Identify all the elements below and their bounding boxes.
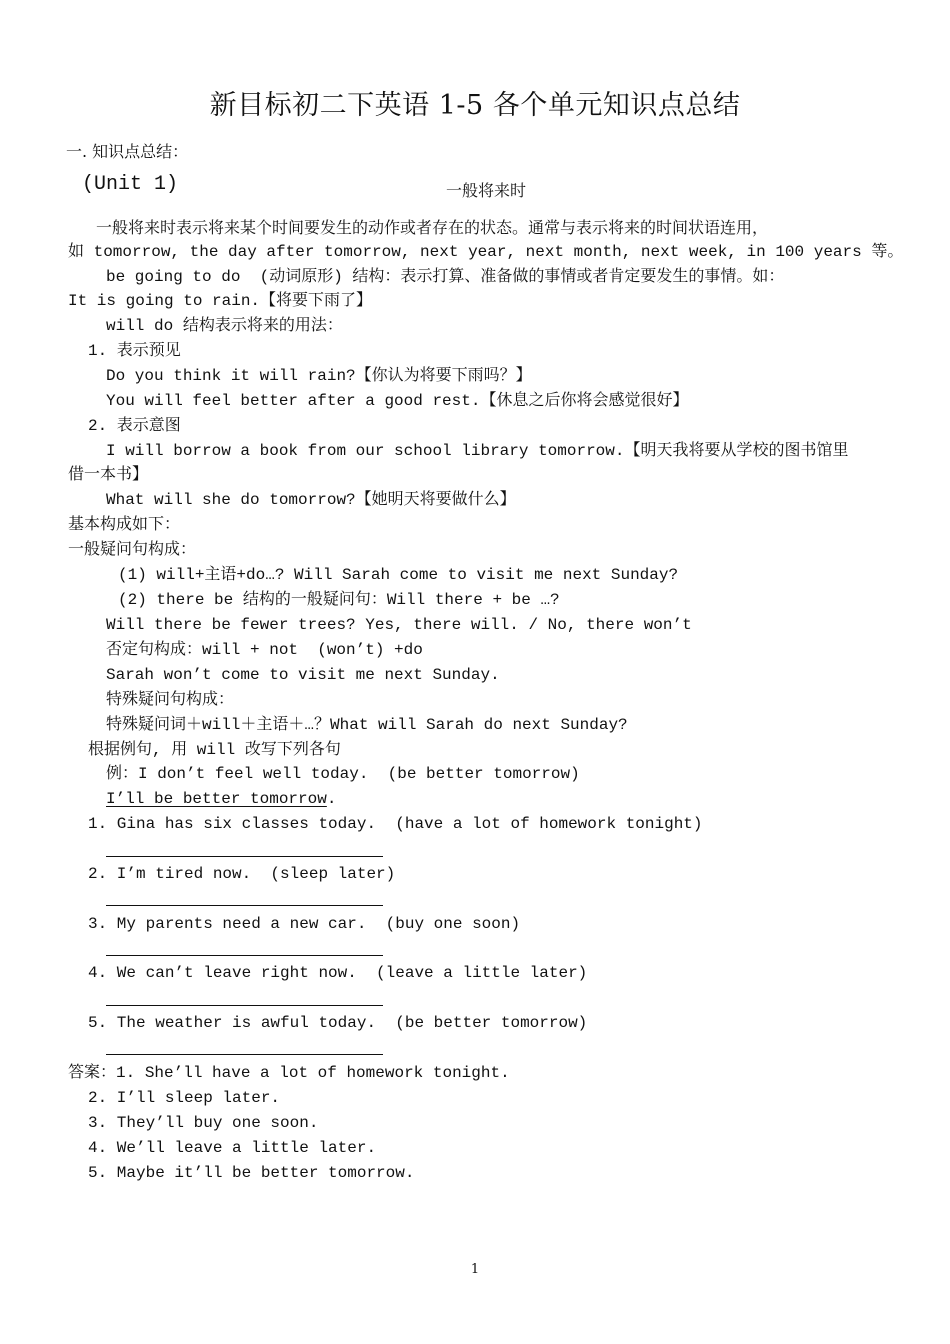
intro-line-2: 如 tomorrow, the day after tomorrow, next year, next month, next week, in 100 years 等。 — [68, 243, 904, 261]
example-answer-text: I’ll be better tomorrow — [106, 790, 327, 808]
exercise-item-3: 3. My parents need a new car. (buy one soon) — [88, 915, 521, 933]
be-going-to-line-2: It is going to rain.【将要下雨了】 — [68, 292, 373, 310]
negative-rule: 否定句构成：will + not (won’t) +do — [106, 641, 423, 659]
answers-line-1 — [68, 1062, 510, 1084]
intro-line-1: 一般将来时表示将来某个时间要发生的动作或者存在的状态。通常与表示将来的时间状语连用， — [96, 218, 769, 237]
answer-blank-1[interactable] — [106, 856, 383, 857]
answer-blank-2[interactable] — [106, 905, 383, 906]
answer-4: 4. We’ll leave a little later. — [88, 1139, 377, 1157]
usage-1-example-1: Do you think it will rain?【你认为将要下雨吗？】 — [106, 367, 532, 385]
usage-2-example-1-line-1: I will borrow a book from our school library tomorrow.【明天我将要从学校的图书馆里 — [106, 442, 849, 460]
usage-2-example-1-line-2: 借一本书】 — [68, 466, 149, 484]
yes-no-rule-2: (2) there be 结构的一般疑问句：Will there + be …? — [118, 591, 560, 609]
will-do-intro: will do 结构表示将来的用法： — [106, 317, 343, 335]
exercise-item-1: 1. Gina has six classes today. (have a lot of homework tonight) — [88, 815, 703, 833]
unit-label: (Unit 1) — [82, 173, 179, 196]
exercise-instruction: 根据例句, 用 will 改写下列各句 — [88, 741, 341, 759]
answer-3: 3. They’ll buy one soon. — [88, 1114, 319, 1132]
example-answer-period: . — [326, 790, 337, 808]
exercise-example-prompt: 例：I don’t feel well today. (be better tomorrow) — [106, 765, 580, 783]
exercise-item-2: 2. I’m tired now. (sleep later) — [88, 865, 396, 883]
negative-example: Sarah won’t come to visit me next Sunday. — [106, 666, 500, 684]
yes-no-question-heading: 一般疑问句构成： — [68, 541, 197, 559]
answer-blank-5[interactable] — [106, 1054, 383, 1055]
usage-1-example-2: You will feel better after a good rest.【休息之后你将会感觉很好】 — [106, 392, 689, 410]
answer-5: 5. Maybe it’ll be better tomorrow. — [88, 1164, 415, 1182]
exercise-example-answer — [106, 788, 336, 810]
usage-2-heading: 2. 表示意图 — [88, 417, 181, 435]
answer-blank-3[interactable] — [106, 955, 383, 956]
special-question-example: 特殊疑问词＋will＋主语＋…？What will Sarah do next Sunday? — [106, 716, 628, 734]
usage-1-heading: 1. 表示预见 — [88, 342, 181, 360]
page-number: 1 — [470, 1262, 480, 1277]
be-going-to-line-1: be going to do (动词原形) 结构：表示打算、准备做的事情或者肯定要发生的事情。如： — [106, 268, 785, 286]
special-question-heading: 特殊疑问句构成： — [106, 691, 235, 709]
answers-label: 答案： — [68, 1064, 117, 1082]
exercise-item-5: 5. The weather is awful today. (be better tomorrow) — [88, 1014, 588, 1032]
page-title: 新目标初二下英语 1-5 各个单元知识点总结 — [209, 90, 741, 121]
answer-1: 1. She’ll have a lot of homework tonight. — [116, 1064, 510, 1082]
yes-no-rule-2-example: Will there be fewer trees? Yes, there will. / No, there won’t — [106, 616, 692, 634]
topic-heading: 一般将来时 — [446, 181, 527, 200]
exercise-item-4: 4. We can’t leave right now. (leave a little later) — [88, 964, 588, 982]
usage-2-example-2: What will she do tomorrow?【她明天将要做什么】 — [106, 491, 516, 509]
structure-heading: 基本构成如下： — [68, 516, 181, 534]
section-heading: 一. 知识点总结： — [66, 142, 189, 161]
answer-2: 2. I’ll sleep later. — [88, 1089, 281, 1107]
answer-blank-4[interactable] — [106, 1005, 383, 1006]
yes-no-rule-1: (1) will+主语+do…? Will Sarah come to visit me next Sunday? — [118, 566, 679, 584]
